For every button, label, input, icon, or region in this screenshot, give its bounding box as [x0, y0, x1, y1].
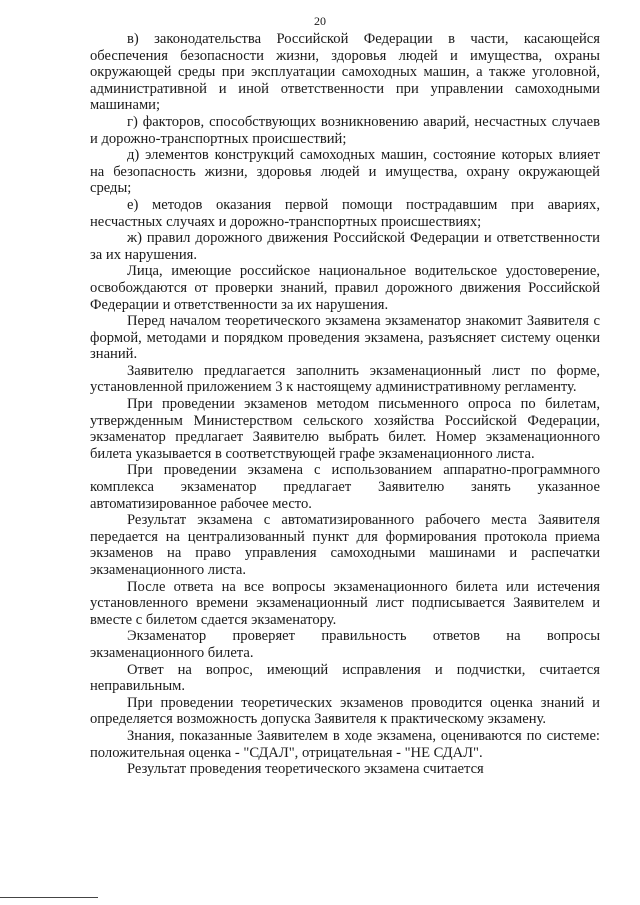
paragraph: д) элементов конструкций самоходных машин, состояние которых влияет на безопасность жизни, здоровья людей и имущества, охрану окружающей среды; — [90, 147, 600, 197]
paragraph: При проведении теоретических экзаменов проводится оценка знаний и определяется возможность допуска Заявителя к практическому экзамену. — [90, 694, 600, 728]
paragraph: Знания, показанные Заявителем в ходе экзамена, оцениваются по системе: положительная оценка - "СДАЛ", отрицательная - "НЕ СДАЛ". — [90, 727, 600, 761]
paragraph: Лица, имеющие российское национальное водительское удостоверение, освобождаются от проверки знаний, правил дорожного движения Российской Федерации и ответственности за их нарушения. — [90, 263, 600, 313]
paragraph: При проведении экзамена с использованием аппаратно-программного комплекса экзаменатор предлагает Заявителю занять указанное автоматизированное рабочее место. — [90, 462, 600, 512]
paragraph: При проведении экзаменов методом письменного опроса по билетам, утвержденным Министерством сельского хозяйства Российской Федерации, экзаменатор предлагает Заявителю выбрать билет. Номер экзаменационного билета указывается в соответствующей графе экзаменационного листа. — [90, 396, 600, 462]
footnote-divider — [0, 897, 98, 898]
paragraph: Экзаменатор проверяет правильность ответов на вопросы экзаменационного билета. — [90, 628, 600, 661]
document-body — [90, 31, 600, 778]
paragraph: Результат экзамена с автоматизированного рабочего места Заявителя передается на централизованный пункт для формирования протокола приема экзаменов на право управления самоходными машинами и распечатки экзаменационного листа. — [90, 512, 600, 578]
paragraph: г) факторов, способствующих возникновению аварий, несчастных случаев и дорожно-транспортных происшествий; — [90, 113, 600, 147]
paragraph: в) законодательства Российской Федерации в части, касающейся обеспечения безопасности жизни, здоровья людей и имущества, охраны окружающей среды при эксплуатации самоходных машин, а также уголовной, административной и иной ответственности при управлении самоходными машинами; — [90, 31, 600, 114]
paragraph: ж) правил дорожного движения Российской Федерации и ответственности за их нарушения. — [90, 230, 600, 263]
page-number: 20 — [314, 14, 326, 28]
paragraph: Заявителю предлагается заполнить экзаменационный лист по форме, установленной приложением 3 к настоящему административному регламенту. — [90, 362, 600, 396]
paragraph: Перед началом теоретического экзамена экзаменатор знакомит Заявителя с формой, методами и порядком проведения экзамена, разъясняет систему оценки знаний. — [90, 313, 600, 363]
paragraph: Ответ на вопрос, имеющий исправления и подчистки, считается неправильным. — [90, 661, 600, 695]
paragraph: Результат проведения теоретического экзамена считается — [127, 761, 484, 778]
paragraph: е) методов оказания первой помощи пострадавшим при авариях, несчастных случаях и дорожно-транспортных происшествиях; — [90, 196, 600, 230]
paragraph: После ответа на все вопросы экзаменационного билета или истечения установленного времени экзаменационный лист подписывается Заявителем и вместе с билетом сдается экзаменатору. — [90, 578, 600, 628]
